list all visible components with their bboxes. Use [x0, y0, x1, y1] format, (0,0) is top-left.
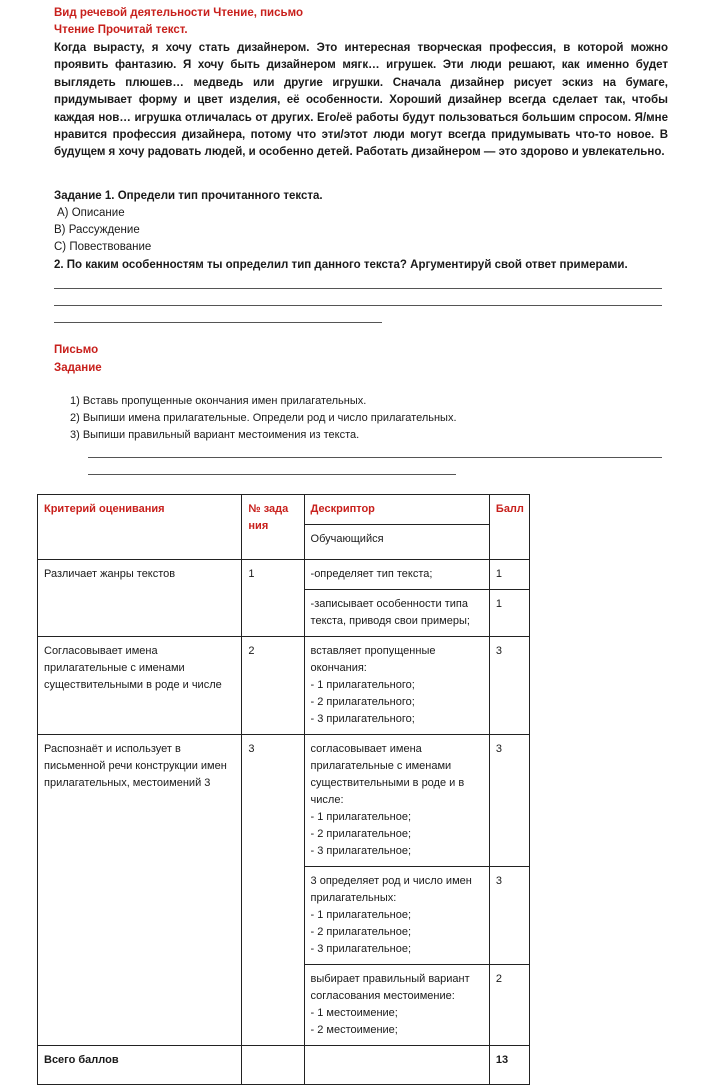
total-score: 13 — [489, 1046, 529, 1085]
task2-question: 2. По каким особенностям ты определил тип данного текста? Аргументируй свой ответ примерами. — [54, 259, 628, 271]
total-row — [38, 1046, 530, 1085]
assessment-table — [37, 494, 530, 1085]
criterion-cell: Распознаёт и использует в письменной речи конструкции имен прилагательных, местоимений 3 — [38, 735, 242, 1046]
descriptor-cell: вставляет пропущенные окончания: - 1 прилагательного; - 2 прилагательного; - 3 прилагательного; — [304, 637, 489, 735]
task1-option-c: C) Повествование — [54, 241, 152, 253]
score-cell: 1 — [489, 590, 529, 637]
task-number-cell: 2 — [242, 637, 304, 735]
writing-answer-line-1 — [88, 457, 662, 458]
writing-task-1: 1) Вставь пропущенные окончания имен прилагательных. — [70, 395, 367, 407]
descriptor-cell: -определяет тип текста; — [304, 560, 489, 590]
task-number-cell: 3 — [242, 735, 304, 1046]
task-number-cell: 1 — [242, 560, 304, 637]
task1-option-a: A) Описание — [57, 207, 125, 219]
score-cell: 3 — [489, 637, 529, 735]
activity-type-heading: Вид речевой деятельности Чтение, письмо — [54, 7, 303, 19]
table-row — [38, 637, 530, 735]
descriptor-cell: выбирает правильный вариант согласования местоимение: - 1 местоимение; - 2 местоимение; — [304, 965, 489, 1046]
table-row — [38, 735, 530, 867]
total-empty-cell — [242, 1046, 304, 1085]
writing-answer-line-2 — [88, 474, 456, 475]
total-label: Всего баллов — [38, 1046, 242, 1085]
table-header-row — [38, 495, 530, 525]
score-cell: 3 — [489, 867, 529, 965]
task1-title: Задание 1. Определи тип прочитанного текста. — [54, 190, 323, 202]
writing-subheading: Задание — [54, 362, 102, 374]
header-score: Балл — [489, 495, 529, 560]
writing-task-3: 3) Выпиши правильный вариант местоимения из текста. — [70, 429, 360, 441]
header-task-number: № зада ния — [242, 495, 304, 560]
criterion-cell: Различает жанры текстов — [38, 560, 242, 637]
score-cell: 1 — [489, 560, 529, 590]
descriptor-cell: 3 определяет род и число имен прилагательных: - 1 прилагательное; - 2 прилагательное; - 3 прилагательное; — [304, 867, 489, 965]
writing-task-2: 2) Выпиши имена прилагательные. Определи род и число прилагательных. — [70, 412, 457, 424]
descriptor-cell: -записывает особенности типа текста, приводя свои примеры; — [304, 590, 489, 637]
score-cell: 3 — [489, 735, 529, 867]
answer-line-3 — [54, 322, 382, 323]
descriptor-cell: согласовывает имена прилагательные с именами существительными в роде и в числе: - 1 прилагательное; - 2 прилагательное; - 3 прилагательное; — [304, 735, 489, 867]
table-row — [38, 560, 530, 590]
reading-text: Когда вырасту, я хочу стать дизайнером. Это интересная творческая профессия, в которой можно проявить фантазию. Я хочу быть дизайнером мягк… игрушек. Эти люди решают, как именно будет выглядеть плюшев… медведь или другие игрушки. Сначала дизайнер рисует эскиз на бумаге, придумывает форму и цвет изделия, её особенности. Хороший дизайнер всегда сделает так, чтобы каждая нов… игрушка отличалась от других. Его/её работы будут пользоваться большим спросом. Я/мне нравится профессия дизайнера, потому что эти/этот люди могут всегда придумывать что-то новое. В будущем я хочу радовать людей, и особенно детей. Работать дизайнером — это здорово и увлекательно. — [54, 42, 668, 159]
answer-line-1 — [54, 288, 662, 289]
total-empty-cell — [304, 1046, 489, 1085]
header-descriptor: Дескриптор — [304, 495, 489, 525]
criterion-cell: Согласовывает имена прилагательные с именами существительными в роде и числе — [38, 637, 242, 735]
writing-heading: Письмо — [54, 344, 99, 356]
header-criterion: Критерий оценивания — [38, 495, 242, 560]
answer-line-2 — [54, 305, 662, 306]
task1-option-b: B) Рассуждение — [54, 224, 140, 236]
reading-heading: Чтение Прочитай текст. — [54, 24, 188, 36]
score-cell: 2 — [489, 965, 529, 1046]
header-learner: Обучающийся — [304, 525, 489, 560]
